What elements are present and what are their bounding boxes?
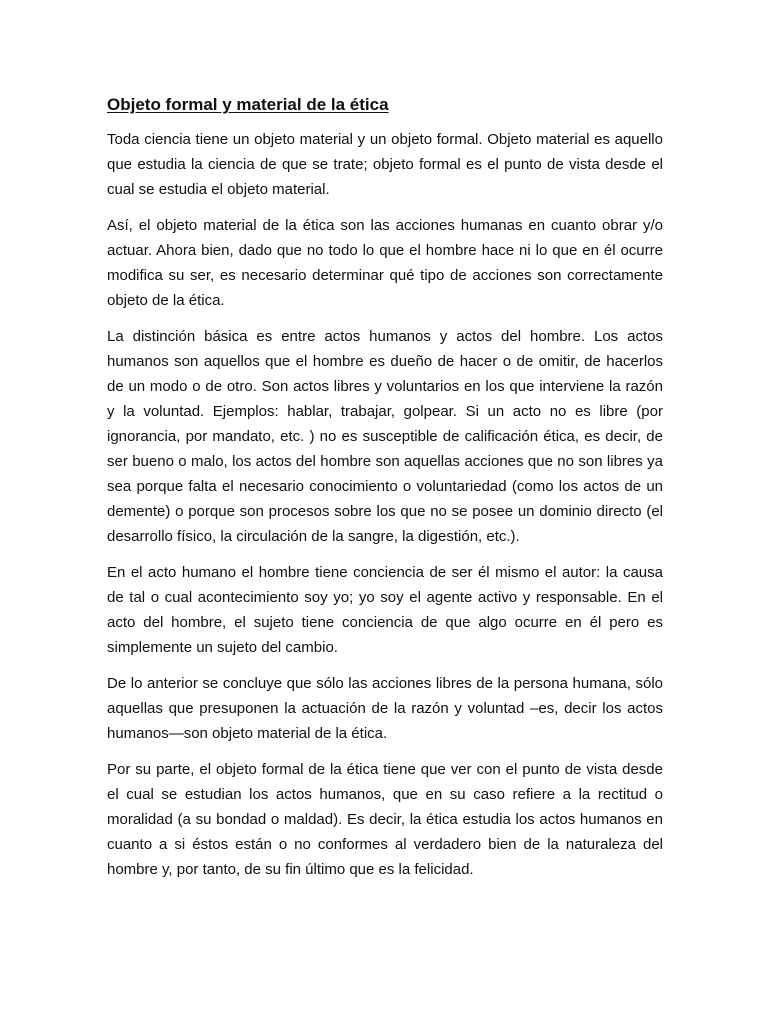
paragraph-2: Así, el objeto material de la ética son las acciones humanas en cuanto obrar y/o actuar. Ahora bien, dado que no todo lo que el hombre hace ni lo que en él ocurre modifica su ser, es necesario determinar qué tipo de acciones son correctamente objeto de la ética. [107, 217, 663, 309]
document-body [107, 93, 663, 893]
paragraph-1: Toda ciencia tiene un objeto material y un objeto formal. Objeto material es aquello que estudia la ciencia de que se trate; objeto formal es el punto de vista desde el cual se estudia el objeto material. [107, 131, 663, 198]
paragraph-6: Por su parte, el objeto formal de la ética tiene que ver con el punto de vista desde el cual se estudian los actos humanos, que en su caso refiere a la rectitud o moralidad (a su bondad o maldad). Es decir, la ética estudia los actos humanos en cuanto a si éstos están o no conformes al verdadero bien de la naturaleza del hombre y, por tanto, de su fin último que es la felicidad. [107, 761, 663, 878]
document-title: Objeto formal y material de la ética [107, 95, 389, 114]
paragraph-5: De lo anterior se concluye que sólo las acciones libres de la persona humana, sólo aquellas que presuponen la actuación de la razón y voluntad –es, decir los actos humanos—son objeto material de la ética. [107, 675, 663, 742]
paragraph-4: En el acto humano el hombre tiene conciencia de ser él mismo el autor: la causa de tal o cual acontecimiento soy yo; yo soy el agente activo y responsable. En el acto del hombre, el sujeto tiene conciencia de que algo ocurre en él pero es simplemente un sujeto del cambio. [107, 564, 663, 656]
paragraph-3: La distinción básica es entre actos humanos y actos del hombre. Los actos humanos son aquellos que el hombre es dueño de hacer o de omitir, de hacerlos de un modo o de otro. Son actos libres y voluntarios en los que interviene la razón y la voluntad. Ejemplos: hablar, trabajar, golpear. Si un acto no es libre (por ignorancia, por mandato, etc. ) no es susceptible de calificación ética, es decir, de ser bueno o malo, los actos del hombre son aquellas acciones que no son libres ya sea porque falta el necesario conocimiento o voluntariedad (como los actos de un demente) o porque son procesos sobre los que no se posee un dominio directo (el desarrollo físico, la circulación de la sangre, la digestión, etc.). [107, 328, 663, 545]
